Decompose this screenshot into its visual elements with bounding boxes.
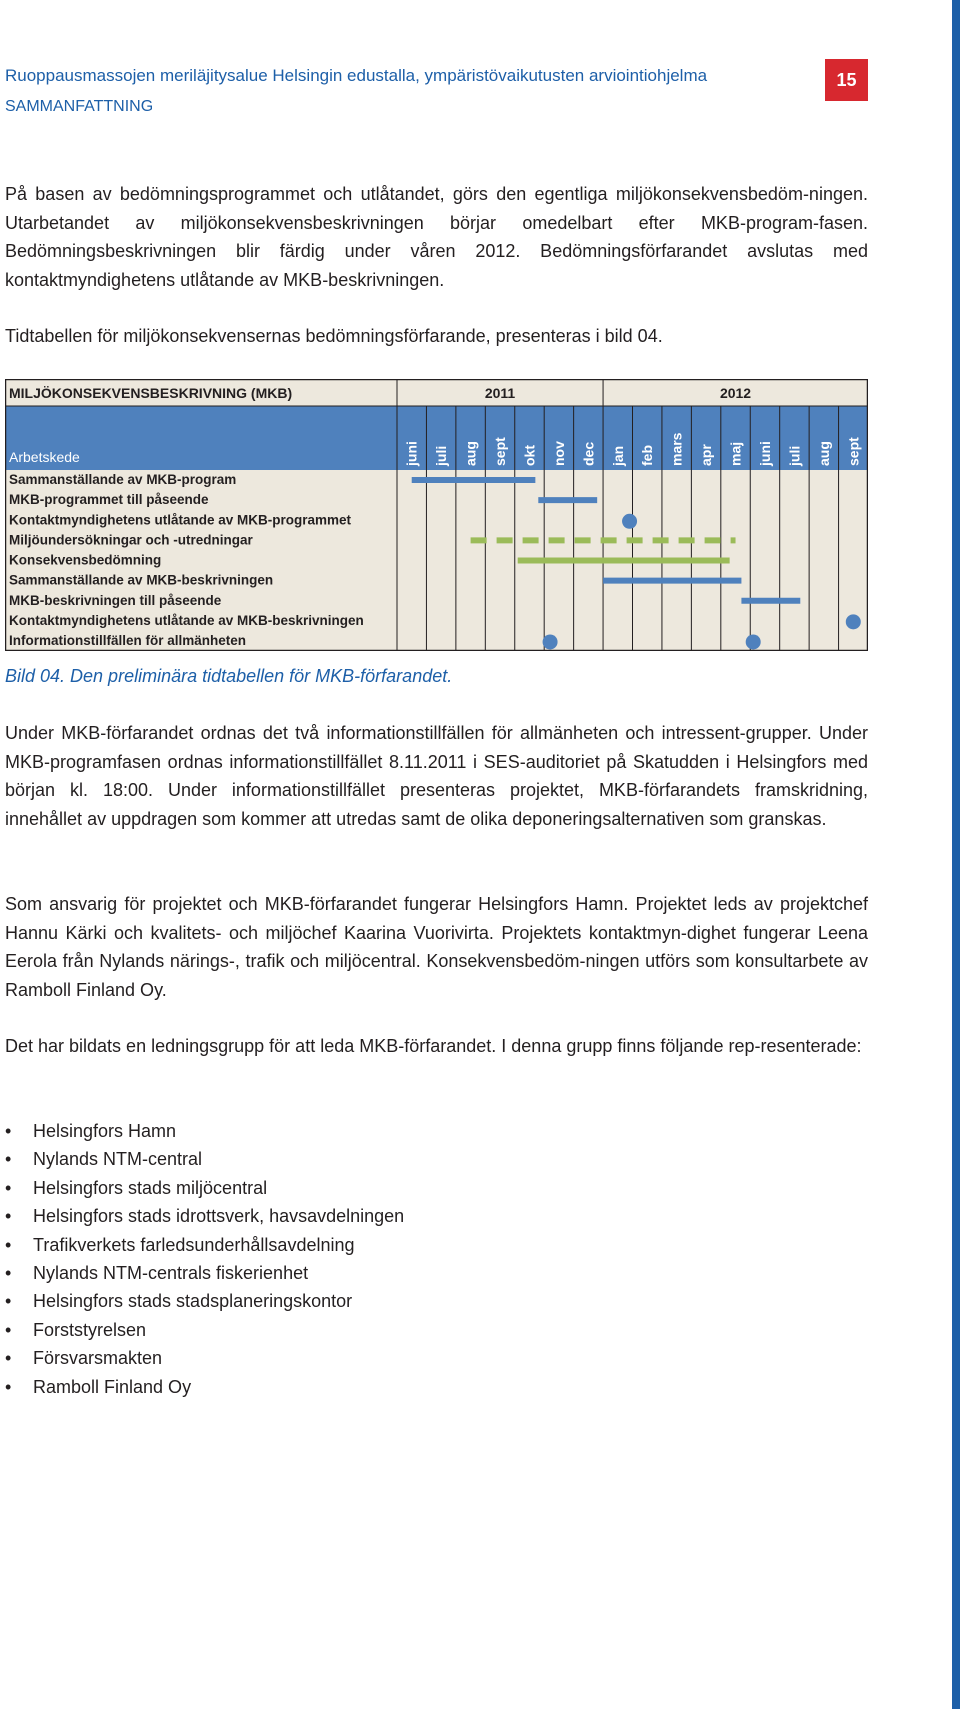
gantt-month-label: mars — [668, 432, 685, 466]
gantt-milestone-dot — [846, 614, 861, 629]
list-item-text: Ramboll Finland Oy — [33, 1376, 192, 1397]
gantt-title: MILJÖKONSEKVENSBESKRIVNING (MKB) — [9, 385, 293, 401]
list-item-text: Nylands NTM-central — [33, 1149, 203, 1170]
gantt-row-label: Miljöundersökningar och -utredningar — [9, 532, 253, 548]
gantt-row-label: Konsekvensbedömning — [9, 552, 162, 568]
list-item-text: Helsingfors stads idrottsverk, havsavdelningen — [33, 1206, 405, 1227]
running-header-title: Ruoppausmassojen meriläjitysalue Helsingin edustalla, ympäristövaikutusten arviointiohjelma — [5, 66, 708, 85]
gantt-month-label: aug — [462, 441, 479, 466]
gantt-column-header: Arbetskede — [9, 449, 80, 465]
list-item — [5, 1202, 404, 1230]
gantt-row-label: Kontaktmyndighetens utlåtande av MKB-programmet — [9, 512, 352, 528]
bullet-marker: • — [5, 1262, 12, 1283]
paragraph-information-events: Under MKB-förfarandet ordnas det två informationstillfällen för allmänheten och intressent-grupper. Under MKB-programfasen ordnas informationstillfället 8.11.2011 i SES-auditoriet på Skatudden i Helsingfors med början kl. 18:00. Under informationstillfället presenteras projektet, MKB-förfarandets framskridning, innehållet av uppdragen som kommer att utredas samt de olika deponeringsalternativen som granskas. — [5, 723, 868, 829]
list-item — [5, 1259, 404, 1287]
bullet-marker: • — [5, 1149, 12, 1170]
gantt-month-label: jan — [609, 445, 626, 466]
bullet-marker: • — [5, 1177, 12, 1198]
gantt-month-label: sept — [492, 437, 509, 466]
gantt-row-label: Sammanställande av MKB-beskrivningen — [9, 572, 274, 588]
gantt-row-label: MKB-programmet till påseende — [9, 492, 209, 508]
list-item-text: Försvarsmakten — [33, 1348, 163, 1369]
list-item — [5, 1231, 404, 1259]
gantt-month-label: aug — [815, 441, 832, 466]
list-item — [5, 1373, 404, 1401]
list-item — [5, 1287, 404, 1315]
list-item — [5, 1316, 404, 1344]
gantt-timetable — [5, 379, 868, 651]
gantt-year-label: 2011 — [484, 385, 516, 401]
right-edge-bar — [952, 0, 960, 1709]
list-item — [5, 1145, 404, 1173]
list-item — [5, 1174, 404, 1202]
gantt-month-label: maj — [727, 441, 744, 466]
list-item — [5, 1117, 404, 1145]
gantt-month-label: okt — [521, 445, 538, 466]
gantt-milestone-dot — [746, 634, 761, 649]
gantt-row-label: MKB-beskrivningen till påseende — [9, 592, 222, 608]
bullet-marker: • — [5, 1234, 12, 1255]
figure-caption: Bild 04. Den preliminära tidtabellen för MKB-förfarandet. — [5, 666, 453, 686]
gantt-month-label: sept — [845, 437, 862, 466]
list-item — [5, 1344, 404, 1372]
gantt-row-label: Sammanställande av MKB-program — [9, 472, 237, 488]
gantt-month-label: juli — [786, 445, 803, 466]
steering-group-list — [5, 1117, 404, 1401]
gantt-row-label: Informationstillfällen för allmänheten — [9, 633, 247, 648]
list-item-text: Nylands NTM-centrals fiskerienhet — [33, 1262, 309, 1283]
running-header-section: SAMMANFATTNING — [5, 98, 154, 115]
bullet-marker: • — [5, 1319, 12, 1340]
list-item-text: Helsingfors stads stadsplaneringskontor — [33, 1291, 353, 1312]
list-item-text: Forststyrelsen — [33, 1319, 147, 1340]
list-item-text: Helsingfors Hamn — [33, 1121, 177, 1141]
bullet-marker: • — [5, 1291, 12, 1312]
gantt-month-label: feb — [639, 445, 656, 466]
paragraph-steering-group: Det har bildats en ledningsgrupp för att leda MKB-förfarandet. I denna grupp finns följande rep-resenterade: — [5, 1036, 862, 1056]
paragraph-assessment: På basen av bedömningsprogrammet och utlåtandet, görs den egentliga miljökonsekvensbedöm-ningen. Utarbetandet av miljökonsekvensbeskrivningen börjar omedelbart efter MKB-program-fasen. Bedömningsbeskrivningen blir färdig under våren 2012. Bedömningsförfarandet avslutas med kontaktmyndighetens utlåtande av MKB-beskrivningen. — [5, 184, 868, 290]
gantt-milestone-dot — [622, 514, 637, 529]
page-number-badge: 15 — [825, 59, 868, 101]
gantt-milestone-dot — [543, 634, 558, 649]
paragraph-timetable-intro: Tidtabellen för miljökonsekvensernas bedömningsförfarande, presenteras i bild 04. — [5, 326, 663, 346]
gantt-year-label: 2012 — [719, 385, 752, 401]
list-item-text: Trafikverkets farledsunderhållsavdelning — [33, 1234, 355, 1255]
gantt-row-label: Kontaktmyndighetens utlåtande av MKB-beskrivningen — [9, 612, 364, 628]
list-item-text: Helsingfors stads miljöcentral — [33, 1177, 268, 1198]
bullet-marker: • — [5, 1206, 12, 1227]
gantt-month-label: apr — [698, 444, 715, 466]
bullet-marker: • — [5, 1348, 12, 1369]
paragraph-responsibilities: Som ansvarig för projektet och MKB-förfarandet fungerar Helsingfors Hamn. Projektet leds av projektchef Hannu Kärki och kvalitets- och miljöchef Kaarina Vuorivirta. Projektets kontaktmyn-dighet fungerar Leena Eerola från Nylands närings-, trafik och miljöcentral. Konsekvensbedöm-ningen utförs som konsultarbete av Ramboll Finland Oy. — [5, 894, 868, 1000]
gantt-month-label: dec — [580, 441, 597, 466]
bullet-marker: • — [5, 1376, 12, 1397]
gantt-month-label: nov — [550, 441, 567, 466]
gantt-month-label: juli — [433, 445, 450, 466]
gantt-month-label: juni — [756, 441, 773, 466]
gantt-month-label: juni — [403, 441, 420, 466]
bullet-marker: • — [5, 1121, 12, 1141]
